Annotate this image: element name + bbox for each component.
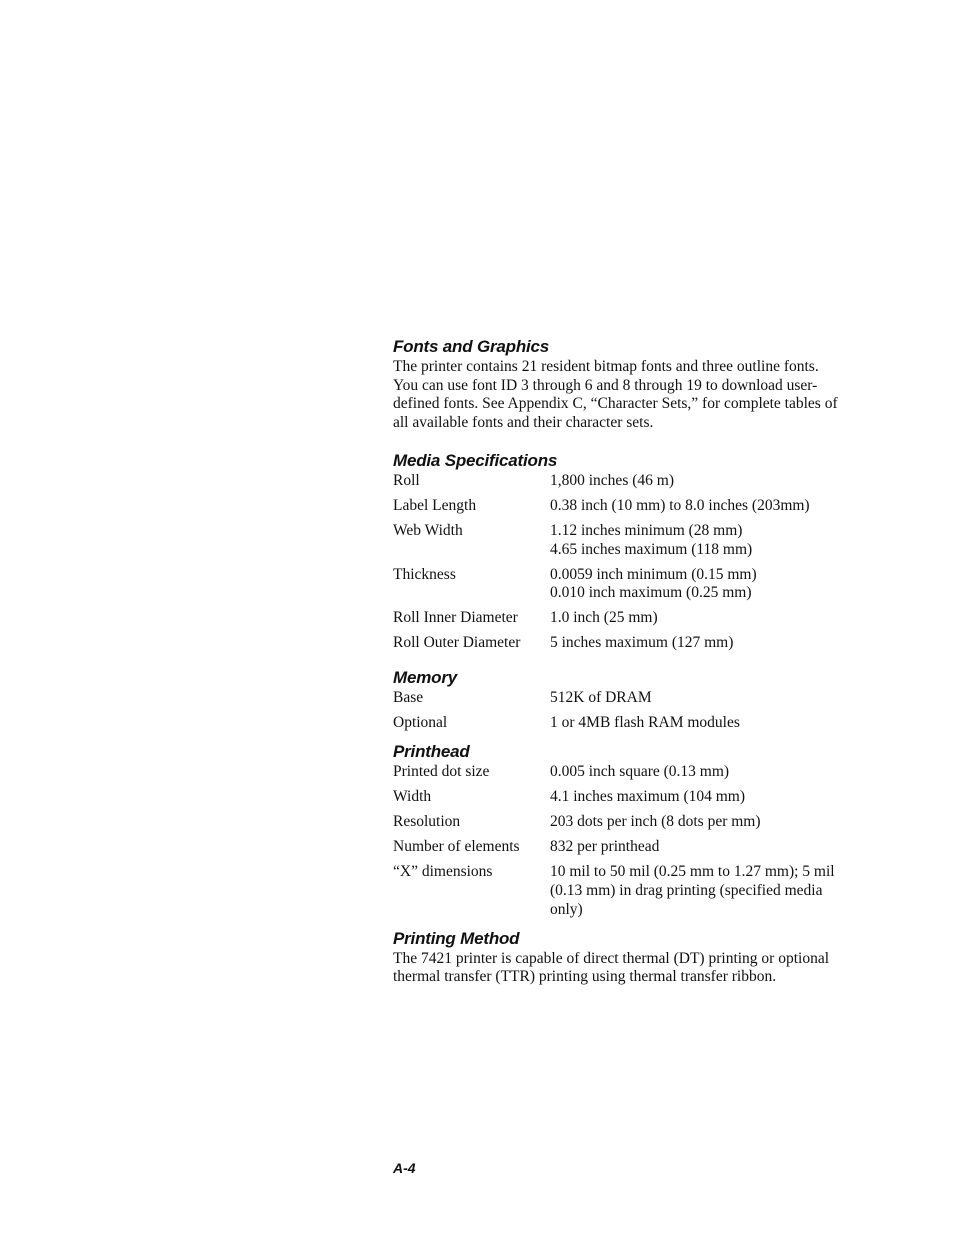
spec-label: Printed dot size	[393, 763, 490, 781]
spec-label: Roll Outer Diameter	[393, 634, 521, 652]
printing-heading: Printing Method	[393, 928, 520, 948]
spec-row	[393, 838, 843, 857]
spec-value	[550, 838, 843, 857]
spec-label: Roll Inner Diameter	[393, 609, 518, 627]
spec-value-line: 1.12 inches minimum (28 mm)	[550, 521, 743, 539]
fonts-paragraph: The printer contains 21 resident bitmap fonts and three outline fonts. You can use font ID 3 through 6 and 8 through 19 to download user-defined fonts. See Appendix C, “Character Sets,” for complete tables of all available fonts and their character sets.	[393, 358, 838, 432]
spec-value-line: 203 dots per inch (8 dots per mm)	[550, 813, 761, 831]
spec-row	[393, 609, 843, 628]
spec-value-line: 1 or 4MB flash RAM modules	[550, 714, 740, 732]
spec-label: Roll	[393, 471, 420, 489]
printing-section	[393, 928, 843, 987]
spec-value-line: 4.65 inches maximum (118 mm)	[550, 540, 753, 558]
spec-label: Optional	[393, 714, 448, 732]
spec-value	[550, 472, 843, 491]
spec-value-line: 0.010 inch maximum (0.25 mm)	[550, 584, 752, 602]
spec-label: Width	[393, 788, 432, 806]
spec-value	[550, 522, 843, 559]
spec-value-line: 1.0 inch (25 mm)	[550, 609, 658, 627]
spec-row	[393, 689, 843, 708]
spec-label: Number of elements	[393, 838, 520, 856]
spec-value-line: 0.005 inch square (0.13 mm)	[550, 763, 730, 781]
spec-row	[393, 497, 843, 516]
spec-value-line: 10 mil to 50 mil (0.25 mm to 1.27 mm); 5 mil (0.13 mm) in drag printing (specified media only)	[550, 863, 835, 918]
spec-row	[393, 472, 843, 491]
printhead-section	[393, 741, 843, 919]
media-spec-list	[393, 472, 843, 653]
media-section	[393, 450, 843, 653]
spec-row	[393, 634, 843, 653]
spec-value	[550, 813, 843, 832]
spec-label: Web Width	[393, 521, 463, 539]
spec-row	[393, 863, 843, 919]
spec-label: Thickness	[393, 565, 456, 583]
spec-row	[393, 763, 843, 782]
spec-label: Resolution	[393, 813, 461, 831]
spec-value	[550, 714, 843, 733]
spec-value	[550, 566, 843, 603]
spec-label: Label Length	[393, 496, 477, 514]
memory-section	[393, 667, 843, 733]
fonts-heading: Fonts and Graphics	[393, 337, 550, 356]
spec-value-line: 4.1 inches maximum (104 mm)	[550, 788, 746, 806]
spec-row	[393, 788, 843, 807]
spec-value	[550, 634, 843, 653]
fonts-section	[393, 336, 843, 433]
printhead-heading: Printhead	[393, 742, 470, 762]
spec-value	[550, 763, 843, 782]
page-number: A-4	[393, 1160, 416, 1176]
spec-value-line: 832 per printhead	[550, 838, 660, 856]
spec-value	[550, 497, 843, 516]
spec-value	[550, 788, 843, 807]
spec-label: “X” dimensions	[393, 863, 493, 881]
spec-value-line: 0.38 inch (10 mm) to 8.0 inches (203mm)	[550, 496, 810, 514]
spec-row	[393, 714, 843, 733]
spec-value-line: 512K of DRAM	[550, 689, 652, 707]
spec-label: Base	[393, 689, 424, 707]
spec-value-line: 0.0059 inch minimum (0.15 mm)	[550, 565, 757, 583]
spec-value	[550, 689, 843, 708]
spec-value	[550, 863, 843, 919]
spec-value	[550, 609, 843, 628]
spec-row	[393, 566, 843, 603]
memory-heading: Memory	[393, 668, 457, 688]
media-heading: Media Specifications	[393, 450, 558, 470]
spec-value-line: 5 inches maximum (127 mm)	[550, 634, 734, 652]
spec-row	[393, 522, 843, 559]
spec-value-line: 1,800 inches (46 m)	[550, 471, 674, 489]
page-content	[393, 336, 843, 987]
printhead-spec-list	[393, 763, 843, 919]
spec-row	[393, 813, 843, 832]
memory-spec-list	[393, 689, 843, 733]
printing-paragraph: The 7421 printer is capable of direct thermal (DT) printing or optional thermal transfer (TTR) printing using thermal transfer ribbon.	[393, 949, 830, 986]
